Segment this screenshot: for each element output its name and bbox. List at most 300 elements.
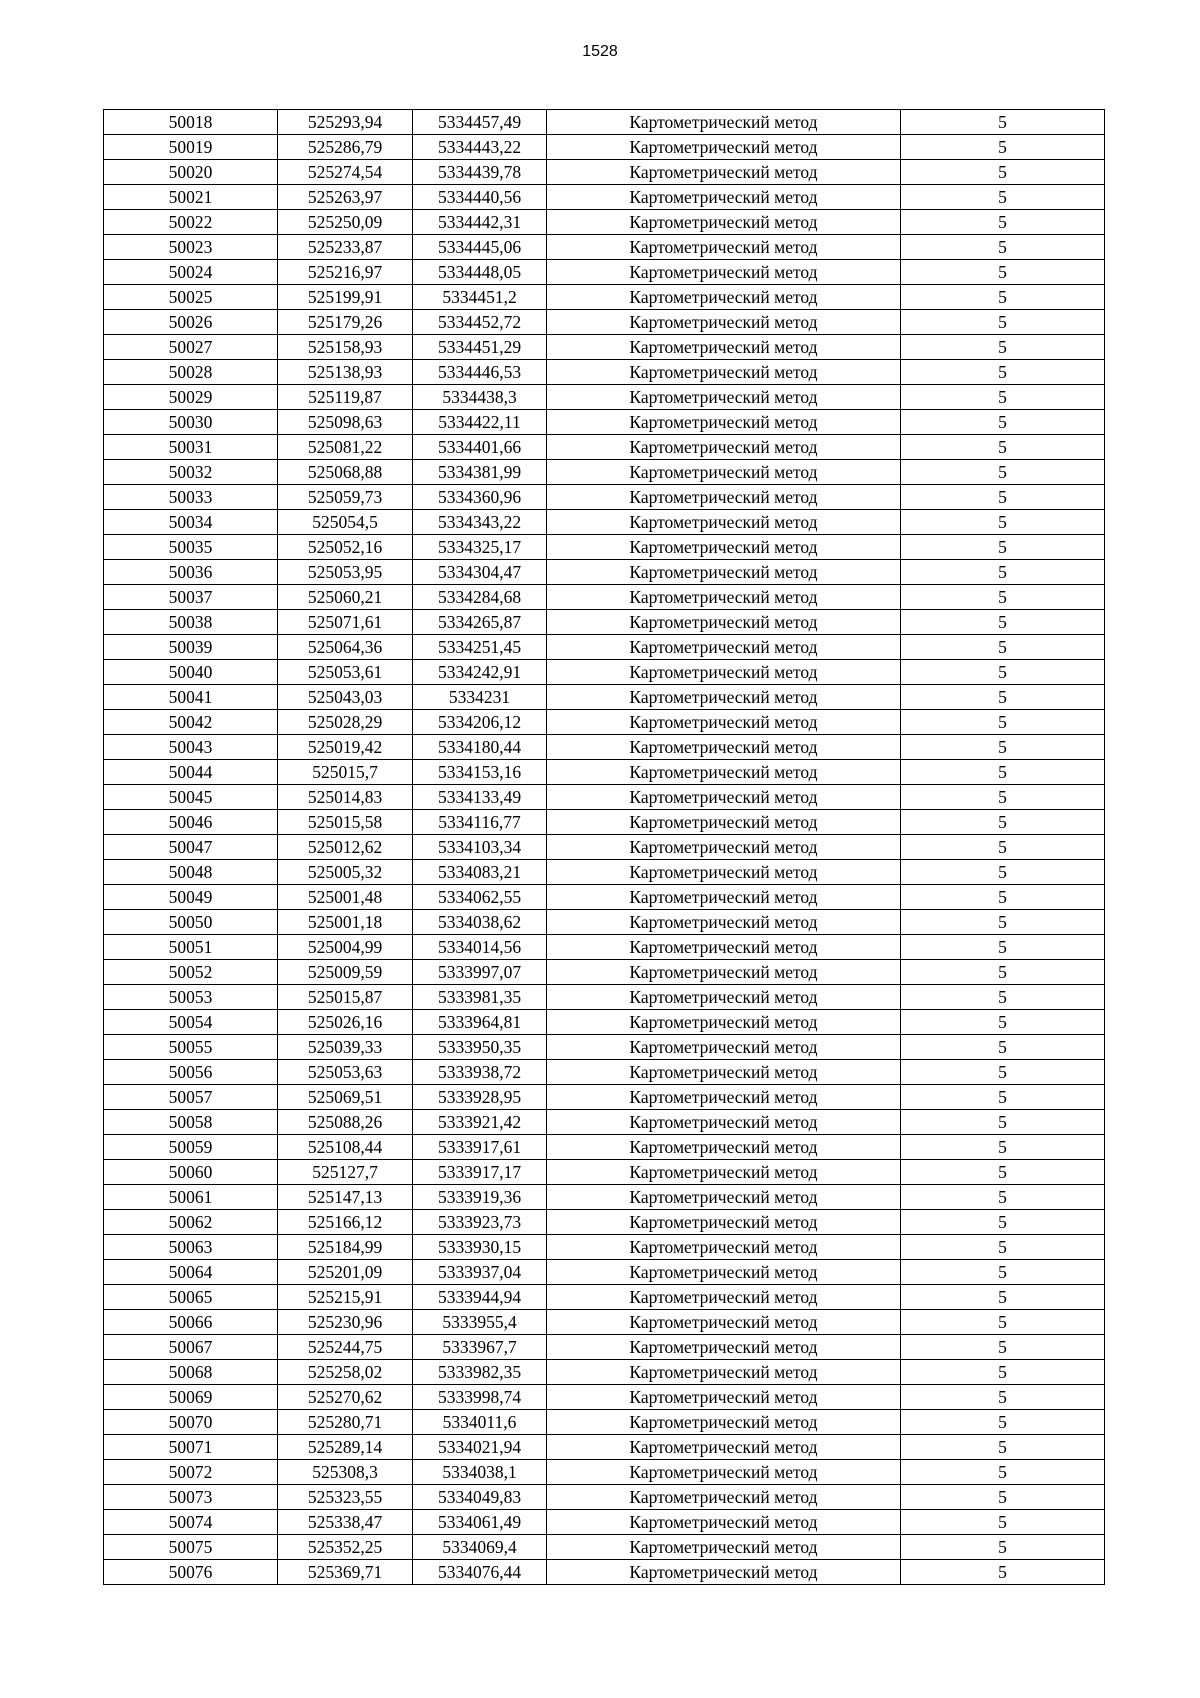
accuracy-cell: 5 (901, 335, 1105, 360)
table-row (104, 235, 1105, 260)
accuracy-cell: 5 (901, 110, 1105, 135)
point-number-cell: 50046 (104, 810, 278, 835)
method-cell: Картометрический метод (547, 1285, 901, 1310)
accuracy-cell: 5 (901, 285, 1105, 310)
table-row (104, 610, 1105, 635)
table-row (104, 685, 1105, 710)
point-number-cell: 50024 (104, 260, 278, 285)
method-cell: Картометрический метод (547, 510, 901, 535)
y-coordinate-cell: 5334083,21 (413, 860, 547, 885)
method-cell: Картометрический метод (547, 1385, 901, 1410)
point-number-cell: 50074 (104, 1510, 278, 1535)
accuracy-cell: 5 (901, 410, 1105, 435)
point-number-cell: 50062 (104, 1210, 278, 1235)
accuracy-cell: 5 (901, 435, 1105, 460)
accuracy-cell: 5 (901, 1360, 1105, 1385)
table-row (104, 285, 1105, 310)
point-number-cell: 50038 (104, 610, 278, 635)
point-number-cell: 50066 (104, 1310, 278, 1335)
table-row (104, 1460, 1105, 1485)
method-cell: Картометрический метод (547, 460, 901, 485)
accuracy-cell: 5 (901, 1335, 1105, 1360)
x-coordinate-cell: 525005,32 (278, 860, 413, 885)
x-coordinate-cell: 525060,21 (278, 585, 413, 610)
method-cell: Картометрический метод (547, 1260, 901, 1285)
x-coordinate-cell: 525009,59 (278, 960, 413, 985)
x-coordinate-cell: 525258,02 (278, 1360, 413, 1385)
accuracy-cell: 5 (901, 135, 1105, 160)
point-number-cell: 50018 (104, 110, 278, 135)
accuracy-cell: 5 (901, 1085, 1105, 1110)
accuracy-cell: 5 (901, 1260, 1105, 1285)
accuracy-cell: 5 (901, 935, 1105, 960)
x-coordinate-cell: 525127,7 (278, 1160, 413, 1185)
point-number-cell: 50033 (104, 485, 278, 510)
y-coordinate-cell: 5334451,29 (413, 335, 547, 360)
point-number-cell: 50057 (104, 1085, 278, 1110)
y-coordinate-cell: 5334439,78 (413, 160, 547, 185)
point-number-cell: 50027 (104, 335, 278, 360)
point-number-cell: 50043 (104, 735, 278, 760)
method-cell: Картометрический метод (547, 1510, 901, 1535)
y-coordinate-cell: 5334452,72 (413, 310, 547, 335)
accuracy-cell: 5 (901, 960, 1105, 985)
y-coordinate-cell: 5333938,72 (413, 1060, 547, 1085)
x-coordinate-cell: 525270,62 (278, 1385, 413, 1410)
point-number-cell: 50071 (104, 1435, 278, 1460)
y-coordinate-cell: 5334180,44 (413, 735, 547, 760)
table-row (104, 560, 1105, 585)
table-row (104, 210, 1105, 235)
method-cell: Картометрический метод (547, 1160, 901, 1185)
y-coordinate-cell: 5334325,17 (413, 535, 547, 560)
accuracy-cell: 5 (901, 760, 1105, 785)
x-coordinate-cell: 525166,12 (278, 1210, 413, 1235)
method-cell: Картометрический метод (547, 110, 901, 135)
point-number-cell: 50075 (104, 1535, 278, 1560)
x-coordinate-cell: 525043,03 (278, 685, 413, 710)
table-row (104, 1210, 1105, 1235)
method-cell: Картометрический метод (547, 160, 901, 185)
table-row (104, 1060, 1105, 1085)
accuracy-cell: 5 (901, 310, 1105, 335)
accuracy-cell: 5 (901, 510, 1105, 535)
table-row (104, 410, 1105, 435)
x-coordinate-cell: 525280,71 (278, 1410, 413, 1435)
accuracy-cell: 5 (901, 1510, 1105, 1535)
x-coordinate-cell: 525004,99 (278, 935, 413, 960)
table-row (104, 885, 1105, 910)
x-coordinate-cell: 525015,58 (278, 810, 413, 835)
x-coordinate-cell: 525216,97 (278, 260, 413, 285)
point-number-cell: 50068 (104, 1360, 278, 1385)
point-number-cell: 50070 (104, 1410, 278, 1435)
page-number: 1528 (582, 43, 618, 60)
x-coordinate-cell: 525064,36 (278, 635, 413, 660)
y-coordinate-cell: 5334061,49 (413, 1510, 547, 1535)
accuracy-cell: 5 (901, 1435, 1105, 1460)
table-row (104, 1410, 1105, 1435)
method-cell: Картометрический метод (547, 1010, 901, 1035)
table-row (104, 1110, 1105, 1135)
y-coordinate-cell: 5334038,62 (413, 910, 547, 935)
method-cell: Картометрический метод (547, 1035, 901, 1060)
point-number-cell: 50073 (104, 1485, 278, 1510)
y-coordinate-cell: 5334440,56 (413, 185, 547, 210)
accuracy-cell: 5 (901, 1410, 1105, 1435)
x-coordinate-cell: 525059,73 (278, 485, 413, 510)
point-number-cell: 50051 (104, 935, 278, 960)
x-coordinate-cell: 525215,91 (278, 1285, 413, 1310)
x-coordinate-cell: 525201,09 (278, 1260, 413, 1285)
x-coordinate-cell: 525323,55 (278, 1485, 413, 1510)
method-cell: Картометрический метод (547, 610, 901, 635)
point-number-cell: 50030 (104, 410, 278, 435)
x-coordinate-cell: 525138,93 (278, 360, 413, 385)
y-coordinate-cell: 5333917,17 (413, 1160, 547, 1185)
method-cell: Картометрический метод (547, 710, 901, 735)
y-coordinate-cell: 5333944,94 (413, 1285, 547, 1310)
point-number-cell: 50069 (104, 1385, 278, 1410)
accuracy-cell: 5 (901, 735, 1105, 760)
y-coordinate-cell: 5333923,73 (413, 1210, 547, 1235)
accuracy-cell: 5 (901, 585, 1105, 610)
table-row (104, 485, 1105, 510)
y-coordinate-cell: 5334446,53 (413, 360, 547, 385)
method-cell: Картометрический метод (547, 560, 901, 585)
method-cell: Картометрический метод (547, 1535, 901, 1560)
method-cell: Картометрический метод (547, 1485, 901, 1510)
accuracy-cell: 5 (901, 460, 1105, 485)
table-row (104, 110, 1105, 135)
table-row (104, 1010, 1105, 1035)
point-number-cell: 50019 (104, 135, 278, 160)
x-coordinate-cell: 525158,93 (278, 335, 413, 360)
x-coordinate-cell: 525244,75 (278, 1335, 413, 1360)
table-row (104, 710, 1105, 735)
method-cell: Картометрический метод (547, 960, 901, 985)
method-cell: Картометрический метод (547, 785, 901, 810)
table-row (104, 1235, 1105, 1260)
point-number-cell: 50054 (104, 1010, 278, 1035)
table-row (104, 860, 1105, 885)
accuracy-cell: 5 (901, 1060, 1105, 1085)
x-coordinate-cell: 525230,96 (278, 1310, 413, 1335)
x-coordinate-cell: 525015,7 (278, 760, 413, 785)
table-row (104, 335, 1105, 360)
table-row (104, 785, 1105, 810)
accuracy-cell: 5 (901, 1385, 1105, 1410)
table-row (104, 510, 1105, 535)
method-cell: Картометрический метод (547, 635, 901, 660)
point-number-cell: 50023 (104, 235, 278, 260)
accuracy-cell: 5 (901, 385, 1105, 410)
method-cell: Картометрический метод (547, 685, 901, 710)
table-body (104, 110, 1105, 1585)
y-coordinate-cell: 5334284,68 (413, 585, 547, 610)
x-coordinate-cell: 525026,16 (278, 1010, 413, 1035)
method-cell: Картометрический метод (547, 1435, 901, 1460)
table-row (104, 135, 1105, 160)
x-coordinate-cell: 525119,87 (278, 385, 413, 410)
method-cell: Картометрический метод (547, 485, 901, 510)
point-number-cell: 50064 (104, 1260, 278, 1285)
accuracy-cell: 5 (901, 635, 1105, 660)
accuracy-cell: 5 (901, 1160, 1105, 1185)
method-cell: Картометрический метод (547, 260, 901, 285)
table-row (104, 535, 1105, 560)
point-number-cell: 50032 (104, 460, 278, 485)
point-number-cell: 50063 (104, 1235, 278, 1260)
x-coordinate-cell: 525147,13 (278, 1185, 413, 1210)
point-number-cell: 50026 (104, 310, 278, 335)
point-number-cell: 50034 (104, 510, 278, 535)
point-number-cell: 50052 (104, 960, 278, 985)
x-coordinate-cell: 525369,71 (278, 1560, 413, 1585)
point-number-cell: 50029 (104, 385, 278, 410)
point-number-cell: 50025 (104, 285, 278, 310)
accuracy-cell: 5 (901, 1185, 1105, 1210)
coordinates-table (103, 109, 1105, 1585)
x-coordinate-cell: 525286,79 (278, 135, 413, 160)
y-coordinate-cell: 5333997,07 (413, 960, 547, 985)
y-coordinate-cell: 5334438,3 (413, 385, 547, 410)
method-cell: Картометрический метод (547, 860, 901, 885)
y-coordinate-cell: 5334153,16 (413, 760, 547, 785)
method-cell: Картометрический метод (547, 1060, 901, 1085)
table-row (104, 1385, 1105, 1410)
table-row (104, 185, 1105, 210)
x-coordinate-cell: 525001,48 (278, 885, 413, 910)
method-cell: Картометрический метод (547, 885, 901, 910)
x-coordinate-cell: 525053,61 (278, 660, 413, 685)
accuracy-cell: 5 (901, 235, 1105, 260)
point-number-cell: 50022 (104, 210, 278, 235)
y-coordinate-cell: 5334206,12 (413, 710, 547, 735)
point-number-cell: 50039 (104, 635, 278, 660)
table-row (104, 1285, 1105, 1310)
y-coordinate-cell: 5334103,34 (413, 835, 547, 860)
method-cell: Картометрический метод (547, 360, 901, 385)
method-cell: Картометрический метод (547, 1335, 901, 1360)
table-row (104, 1360, 1105, 1385)
x-coordinate-cell: 525338,47 (278, 1510, 413, 1535)
y-coordinate-cell: 5333981,35 (413, 985, 547, 1010)
y-coordinate-cell: 5334069,4 (413, 1535, 547, 1560)
point-number-cell: 50050 (104, 910, 278, 935)
x-coordinate-cell: 525068,88 (278, 460, 413, 485)
y-coordinate-cell: 5334343,22 (413, 510, 547, 535)
table-row (104, 435, 1105, 460)
point-number-cell: 50067 (104, 1335, 278, 1360)
point-number-cell: 50035 (104, 535, 278, 560)
table-row (104, 1485, 1105, 1510)
point-number-cell: 50053 (104, 985, 278, 1010)
accuracy-cell: 5 (901, 685, 1105, 710)
y-coordinate-cell: 5334360,96 (413, 485, 547, 510)
accuracy-cell: 5 (901, 1235, 1105, 1260)
table-row (104, 360, 1105, 385)
y-coordinate-cell: 5334062,55 (413, 885, 547, 910)
y-coordinate-cell: 5334457,49 (413, 110, 547, 135)
method-cell: Картометрический метод (547, 235, 901, 260)
method-cell: Картометрический метод (547, 185, 901, 210)
method-cell: Картометрический метод (547, 1235, 901, 1260)
accuracy-cell: 5 (901, 785, 1105, 810)
method-cell: Картометрический метод (547, 935, 901, 960)
point-number-cell: 50045 (104, 785, 278, 810)
x-coordinate-cell: 525293,94 (278, 110, 413, 135)
x-coordinate-cell: 525199,91 (278, 285, 413, 310)
x-coordinate-cell: 525098,63 (278, 410, 413, 435)
table-row (104, 260, 1105, 285)
y-coordinate-cell: 5334381,99 (413, 460, 547, 485)
y-coordinate-cell: 5334242,91 (413, 660, 547, 685)
accuracy-cell: 5 (901, 1210, 1105, 1235)
y-coordinate-cell: 5334116,77 (413, 810, 547, 835)
accuracy-cell: 5 (901, 985, 1105, 1010)
accuracy-cell: 5 (901, 1135, 1105, 1160)
x-coordinate-cell: 525071,61 (278, 610, 413, 635)
y-coordinate-cell: 5334231 (413, 685, 547, 710)
y-coordinate-cell: 5334076,44 (413, 1560, 547, 1585)
x-coordinate-cell: 525001,18 (278, 910, 413, 935)
point-number-cell: 50061 (104, 1185, 278, 1210)
point-number-cell: 50031 (104, 435, 278, 460)
y-coordinate-cell: 5333955,4 (413, 1310, 547, 1335)
point-number-cell: 50020 (104, 160, 278, 185)
x-coordinate-cell: 525028,29 (278, 710, 413, 735)
x-coordinate-cell: 525179,26 (278, 310, 413, 335)
table-row (104, 160, 1105, 185)
table-row (104, 910, 1105, 935)
y-coordinate-cell: 5333928,95 (413, 1085, 547, 1110)
y-coordinate-cell: 5333917,61 (413, 1135, 547, 1160)
y-coordinate-cell: 5333930,15 (413, 1235, 547, 1260)
accuracy-cell: 5 (901, 710, 1105, 735)
y-coordinate-cell: 5334133,49 (413, 785, 547, 810)
y-coordinate-cell: 5334451,2 (413, 285, 547, 310)
point-number-cell: 50060 (104, 1160, 278, 1185)
table-row (104, 835, 1105, 860)
x-coordinate-cell: 525184,99 (278, 1235, 413, 1260)
method-cell: Картометрический метод (547, 985, 901, 1010)
accuracy-cell: 5 (901, 1535, 1105, 1560)
method-cell: Картометрический метод (547, 135, 901, 160)
method-cell: Картометрический метод (547, 1560, 901, 1585)
table-row (104, 1160, 1105, 1185)
table-row (104, 310, 1105, 335)
accuracy-cell: 5 (901, 1035, 1105, 1060)
method-cell: Картометрический метод (547, 1310, 901, 1335)
y-coordinate-cell: 5334049,83 (413, 1485, 547, 1510)
accuracy-cell: 5 (901, 1485, 1105, 1510)
table-row (104, 1535, 1105, 1560)
y-coordinate-cell: 5334014,56 (413, 935, 547, 960)
method-cell: Картометрический метод (547, 735, 901, 760)
accuracy-cell: 5 (901, 1310, 1105, 1335)
x-coordinate-cell: 525352,25 (278, 1535, 413, 1560)
table-row (104, 1335, 1105, 1360)
x-coordinate-cell: 525054,5 (278, 510, 413, 535)
point-number-cell: 50040 (104, 660, 278, 685)
method-cell: Картометрический метод (547, 1460, 901, 1485)
x-coordinate-cell: 525274,54 (278, 160, 413, 185)
point-number-cell: 50076 (104, 1560, 278, 1585)
accuracy-cell: 5 (901, 660, 1105, 685)
table-row (104, 585, 1105, 610)
table-row (104, 1435, 1105, 1460)
point-number-cell: 50059 (104, 1135, 278, 1160)
accuracy-cell: 5 (901, 860, 1105, 885)
method-cell: Картометрический метод (547, 1360, 901, 1385)
point-number-cell: 50055 (104, 1035, 278, 1060)
y-coordinate-cell: 5334401,66 (413, 435, 547, 460)
table-row (104, 1510, 1105, 1535)
y-coordinate-cell: 5333967,7 (413, 1335, 547, 1360)
x-coordinate-cell: 525250,09 (278, 210, 413, 235)
accuracy-cell: 5 (901, 1010, 1105, 1035)
table-row (104, 960, 1105, 985)
accuracy-cell: 5 (901, 810, 1105, 835)
method-cell: Картометрический метод (547, 1410, 901, 1435)
x-coordinate-cell: 525039,33 (278, 1035, 413, 1060)
accuracy-cell: 5 (901, 1560, 1105, 1585)
y-coordinate-cell: 5334038,1 (413, 1460, 547, 1485)
accuracy-cell: 5 (901, 160, 1105, 185)
point-number-cell: 50036 (104, 560, 278, 585)
table-row (104, 1135, 1105, 1160)
x-coordinate-cell: 525069,51 (278, 1085, 413, 1110)
x-coordinate-cell: 525012,62 (278, 835, 413, 860)
x-coordinate-cell: 525053,63 (278, 1060, 413, 1085)
x-coordinate-cell: 525015,87 (278, 985, 413, 1010)
y-coordinate-cell: 5334442,31 (413, 210, 547, 235)
table-row (104, 760, 1105, 785)
table-row (104, 935, 1105, 960)
accuracy-cell: 5 (901, 885, 1105, 910)
x-coordinate-cell: 525233,87 (278, 235, 413, 260)
y-coordinate-cell: 5334011,6 (413, 1410, 547, 1435)
y-coordinate-cell: 5333937,04 (413, 1260, 547, 1285)
point-number-cell: 50037 (104, 585, 278, 610)
accuracy-cell: 5 (901, 260, 1105, 285)
table-row (104, 635, 1105, 660)
method-cell: Картометрический метод (547, 1185, 901, 1210)
accuracy-cell: 5 (901, 360, 1105, 385)
x-coordinate-cell: 525263,97 (278, 185, 413, 210)
y-coordinate-cell: 5334445,06 (413, 235, 547, 260)
accuracy-cell: 5 (901, 1460, 1105, 1485)
method-cell: Картометрический метод (547, 435, 901, 460)
x-coordinate-cell: 525019,42 (278, 735, 413, 760)
table-row (104, 385, 1105, 410)
y-coordinate-cell: 5333998,74 (413, 1385, 547, 1410)
method-cell: Картометрический метод (547, 835, 901, 860)
point-number-cell: 50048 (104, 860, 278, 885)
method-cell: Картометрический метод (547, 910, 901, 935)
point-number-cell: 50044 (104, 760, 278, 785)
x-coordinate-cell: 525308,3 (278, 1460, 413, 1485)
table-row (104, 1260, 1105, 1285)
method-cell: Картометрический метод (547, 810, 901, 835)
y-coordinate-cell: 5333964,81 (413, 1010, 547, 1035)
table-row (104, 460, 1105, 485)
point-number-cell: 50047 (104, 835, 278, 860)
x-coordinate-cell: 525108,44 (278, 1135, 413, 1160)
y-coordinate-cell: 5334265,87 (413, 610, 547, 635)
accuracy-cell: 5 (901, 610, 1105, 635)
